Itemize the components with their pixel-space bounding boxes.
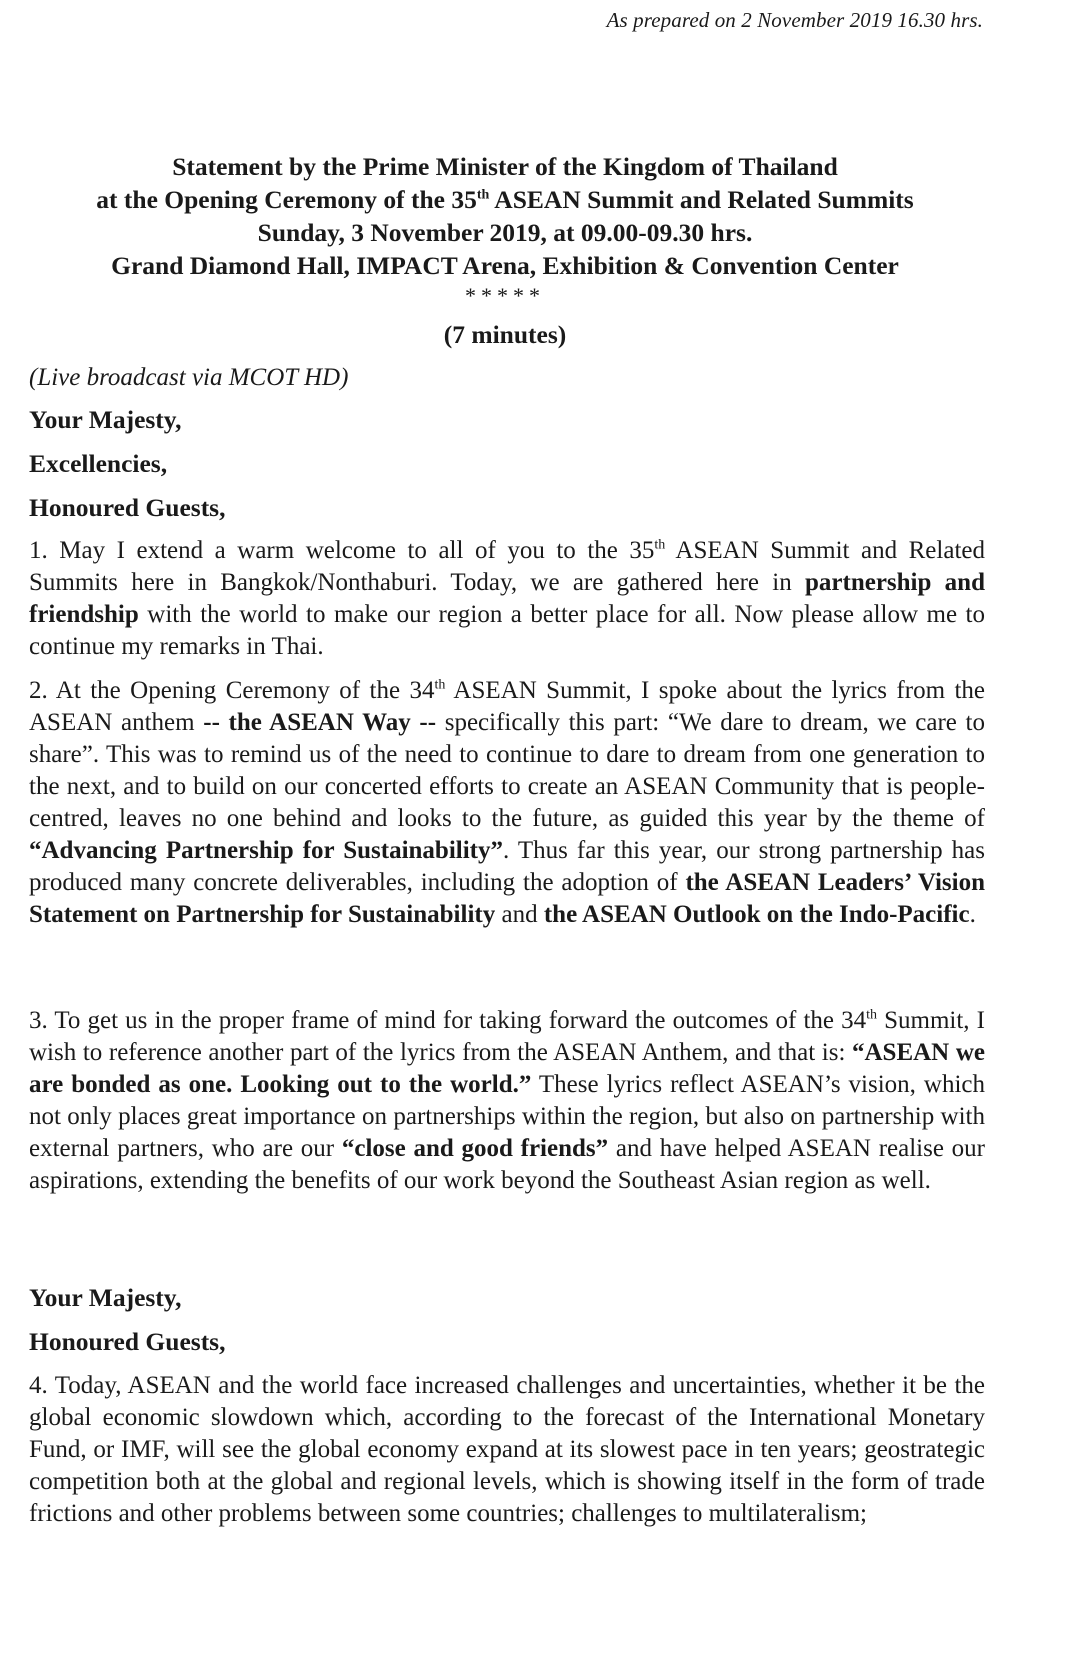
title-line-3: Sunday, 3 November 2019, at 09.00-09.30 hrs. xyxy=(257,218,753,247)
prepared-note: As prepared on 2 November 2019 16.30 hrs. xyxy=(606,8,983,32)
paragraph-4: 4. Today, ASEAN and the world face increased challenges and uncertainties, whether it be the global economic slowdown which, according to the forecast of the International Monetary Fund, or IMF, will see the global economy expand at its slowest pace in ten years; geostrategic competition both at the global and regional levels, which is showing itself in the form of trade frictions and other problems between some countries; challenges to multilateralism; xyxy=(29,1372,985,1527)
title-ordinal: th xyxy=(476,187,490,203)
paragraph-1: 1. May I extend a warm welcome to all of you to the 35th ASEAN Summit and Related Summits here in Bangkok/Nonthaburi. Today, we are gathered here in partnership and friendship with the world to make our region a better place for all. Now please allow me to continue my remarks in Thai. xyxy=(29,537,985,660)
salutation-guests: Honoured Guests, xyxy=(29,493,226,522)
title-line-2-text: at the Opening Ceremony of the 35 xyxy=(96,185,477,214)
broadcast-note: (Live broadcast via MCOT HD) xyxy=(29,364,349,391)
paragraph-3: 3. To get us in the proper frame of mind for taking forward the outcomes of the 34th Summit, I wish to reference another part of the lyrics from the ASEAN Anthem, and that is: “ASEAN we are bonded as one. Looking out to the world.” These lyrics reflect ASEAN’s vision, which not only places great importance on partnerships within the region, but also on partnership with external partners, who are our “close and good friends” and have helped ASEAN realise our aspirations, extending the benefits of our work beyond the Southeast Asian region as well. xyxy=(29,1007,985,1194)
paragraph-2: 2. At the Opening Ceremony of the 34th ASEAN Summit, I spoke about the lyrics from the ASEAN anthem -- the ASEAN Way -- specifically this part: “We dare to dream, we care to share”. This was to remind us of the need to continue to dare to dream from one generation to the next, and to build on our concerted efforts to create an ASEAN Community that is people-centred, leaves no one behind and looks to the future, as guided this year by the theme of “Advancing Partnership for Sustainability”. Thus far this year, our strong partnership has produced many concrete deliverables, including the adoption of the ASEAN Leaders’ Vision Statement on Partnership for Sustainability and the ASEAN Outlook on the Indo-Pacific. xyxy=(29,677,986,928)
salutation-excellencies: Excellencies, xyxy=(29,449,168,478)
salutation-guests-2: Honoured Guests, xyxy=(29,1327,226,1356)
title-line-1: Statement by the Prime Minister of the Kingdom of Thailand xyxy=(172,152,838,181)
separator-stars: ***** xyxy=(465,283,545,308)
title-line-2 xyxy=(0,183,1010,216)
title-line-2-text-end: ASEAN Summit and Related Summits xyxy=(489,185,914,214)
duration: (7 minutes) xyxy=(443,320,567,349)
statement-title xyxy=(0,150,1010,282)
salutation-majesty: Your Majesty, xyxy=(29,405,182,434)
salutation-majesty-2: Your Majesty, xyxy=(29,1283,182,1312)
title-line-4: Grand Diamond Hall, IMPACT Arena, Exhibition & Convention Center xyxy=(111,251,899,280)
